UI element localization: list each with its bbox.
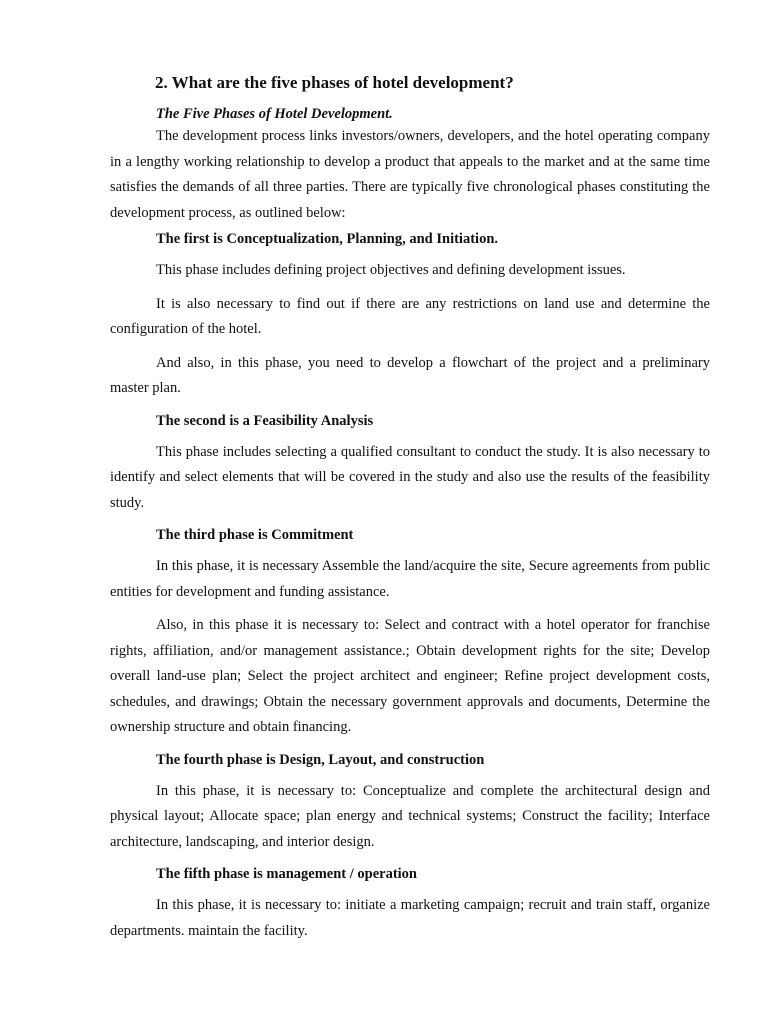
phase-1-paragraph: This phase includes defining project objectives and defining development issues. xyxy=(156,262,626,278)
section-subtitle: The Five Phases of Hotel Development. xyxy=(156,106,393,122)
phase-2-paragraph: This phase includes selecting a qualified consultant to conduct the study. It is also necessary to identify and select elements that will be covered in the study and also use the results of the feasibility study. xyxy=(110,443,710,511)
intro-paragraph: The development process links investors/owners, developers, and the hotel operating company in a lengthy working relationship to develop a product that appeals to the market and at the same time satisfies the demands of all three parties. There are typically five chronological phases constituting the development process, as outlined below: xyxy=(110,128,710,221)
phase-1-paragraph: It is also necessary to find out if there are any restrictions on land use and determine the configuration of the hotel. xyxy=(110,295,710,337)
phase-4-paragraph: In this phase, it is necessary to: Conceptualize and complete the architectural design and physical layout; Allocate space; plan energy and technical systems; Construct the facility; Interface architecture, landscaping, and interior design. xyxy=(110,782,710,850)
phase-1-heading: The first is Conceptualization, Planning, and Initiation. xyxy=(156,231,499,247)
phase-1-paragraph: And also, in this phase, you need to develop a flowchart of the project and a preliminary master plan. xyxy=(110,354,710,396)
phase-3-paragraph: Also, in this phase it is necessary to: Select and contract with a hotel operator for franchise rights, affiliation, and/or management assistance.; Obtain development rights for the site; Develop overall land-use plan; Select the project architect and engineer; Refine project development costs, schedules, and drawings; Obtain the necessary government approvals and documents, Determine the ownership structure and obtain financing. xyxy=(110,617,710,735)
phase-4-heading: The fourth phase is Design, Layout, and construction xyxy=(156,751,485,768)
phase-3-paragraph: In this phase, it is necessary Assemble the land/acquire the site, Secure agreements from public entities for development and funding assistance. xyxy=(110,558,710,600)
phase-5-heading: The fifth phase is management / operation xyxy=(156,866,417,882)
phase-2-heading: The second is a Feasibility Analysis xyxy=(156,412,374,429)
phase-5-paragraph: In this phase, it is necessary to: initiate a marketing campaign; recruit and train staff, organize departments. maintain the facility. xyxy=(110,897,710,939)
phase-3-heading: The third phase is Commitment xyxy=(156,527,354,543)
question-heading: 2. What are the five phases of hotel development? xyxy=(155,73,514,92)
